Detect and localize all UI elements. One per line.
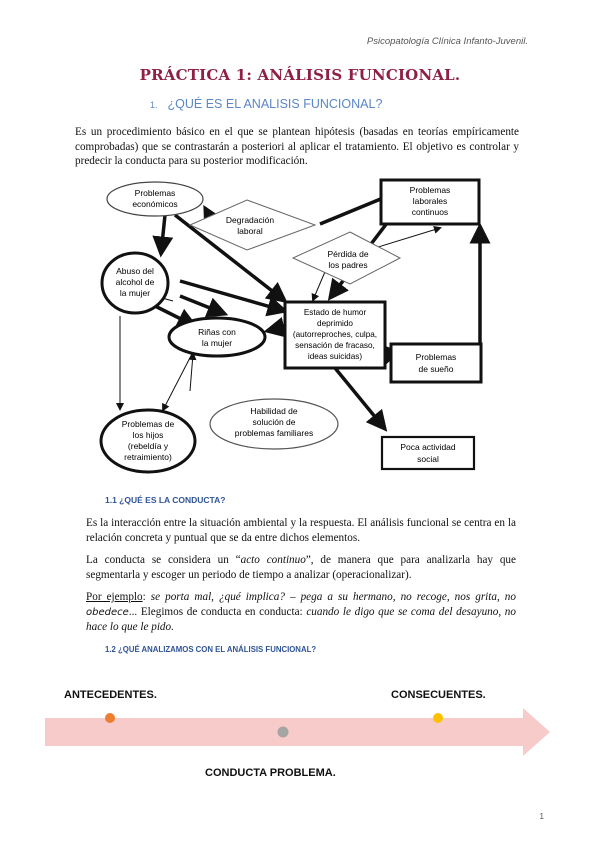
node-problemas-hijos <box>101 410 195 472</box>
section-1-1-paragraph-2: La conducta se considera un “acto continuo”, de manera que para analizarla hay que segmentarla y escoger un periodo de tiempo a analizar (operacionalizar). <box>86 554 516 581</box>
svg-text:laboral: laboral <box>237 226 263 236</box>
node-problemas-economicos <box>107 182 203 216</box>
arrow-estado-actividad <box>335 368 385 429</box>
arrow-economicos-alcohol <box>161 215 165 254</box>
svg-text:Pérdida de: Pérdida de <box>327 249 369 259</box>
svg-text:alcohol de: alcohol de <box>115 277 155 287</box>
svg-text:laborales: laborales <box>412 196 448 206</box>
node-perdida-padres <box>293 232 400 284</box>
svg-text:Problemas de: Problemas de <box>121 419 175 429</box>
svg-text:continuos: continuos <box>411 207 449 217</box>
section-number: 1. <box>150 100 158 110</box>
section-1-paragraph: Es un procedimiento básico en el que se plantean hipótesis (basadas en teorías empíricamente comprobadas) que se contrastarán a posteriori al aplicar el tratamiento. El objetivo es controlar y predecir la conducta para su posterior modificación. <box>75 126 519 167</box>
svg-text:(autorreproches, culpa,: (autorreproches, culpa, <box>292 330 378 339</box>
svg-text:ideas suicidas): ideas suicidas) <box>307 352 363 361</box>
section-1-heading <box>150 97 382 111</box>
svg-text:Riñas con: Riñas con <box>198 327 236 337</box>
node-habilidad <box>210 399 338 449</box>
svg-text:Estado de humor: Estado de humor <box>303 308 367 317</box>
svg-text:problemas familiares: problemas familiares <box>234 428 314 438</box>
svg-text:(rebeldía y: (rebeldía y <box>127 441 169 451</box>
antecedentes-label: ANTECEDENTES. <box>64 689 157 701</box>
svg-text:Problemas: Problemas <box>415 352 457 362</box>
svg-text:Problemas: Problemas <box>134 188 176 198</box>
svg-text:los padres: los padres <box>328 260 368 270</box>
svg-text:solución de: solución de <box>252 417 296 427</box>
consecuentes-label: CONSECUENTES. <box>391 689 486 701</box>
node-problemas-sueno <box>391 344 481 382</box>
svg-text:la mujer: la mujer <box>119 288 151 298</box>
svg-text:Poca actividad: Poca actividad <box>400 442 456 452</box>
svg-text:deprimido: deprimido <box>317 319 353 328</box>
section-1-1-paragraph-3: Por ejemplo: se porta mal, ¿qué implica? – pega a su hermano, no recoge, nos grita, no obedece... Elegimos de conducta en conducta: cuando le digo que se coma del desayuno, no hace lo que le pido. <box>86 591 516 633</box>
conducta-dot <box>278 727 289 738</box>
page-header: Psicopatología Clínica Infanto-Juvenil. <box>366 36 528 47</box>
consecuentes-dot <box>433 713 443 723</box>
node-poca-actividad <box>382 437 474 469</box>
arrow-alcohol-rinas-2 <box>180 296 225 314</box>
page-number: 1 <box>539 812 544 821</box>
antecedentes-dot <box>105 713 115 723</box>
section-1-2-heading: 1.2 ¿QUÉ ANALIZAMOS CON EL ANÁLISIS FUNCIONAL? <box>105 645 317 654</box>
functional-analysis-diagram <box>95 176 495 476</box>
svg-text:los hijos: los hijos <box>132 430 164 440</box>
svg-text:retraimiento): retraimiento) <box>124 452 172 462</box>
svg-text:económicos: económicos <box>132 199 178 209</box>
arrow-rinas-hijos <box>163 348 195 410</box>
svg-text:de sueño: de sueño <box>418 364 454 374</box>
node-estado-humor <box>285 302 385 368</box>
conducta-problema-label: CONDUCTA PROBLEMA. <box>205 767 336 779</box>
arrow-alcohol-estado <box>180 281 285 311</box>
svg-text:Problemas: Problemas <box>409 185 451 195</box>
svg-text:Degradación: Degradación <box>225 215 275 225</box>
svg-text:social: social <box>417 454 439 464</box>
section-1-1-paragraph-1: Es la interacción entre la situación ambiental y la respuesta. El análisis funcional se centra en la relación concreta y puntual que se da entre dichos elementos. <box>86 517 516 544</box>
example-label: Por ejemplo <box>86 591 143 603</box>
svg-text:sensación de fracaso,: sensación de fracaso, <box>295 341 375 350</box>
section-1-1-heading: 1.1 ¿QUÉ ES LA CONDUCTA? <box>105 495 226 505</box>
node-rinas-mujer <box>169 318 265 356</box>
page-title: PRÁCTICA 1: ANÁLISIS FUNCIONAL. <box>139 66 461 84</box>
svg-text:Abuso del: Abuso del <box>116 266 154 276</box>
section-title: ¿QUÉ ES EL ANALISIS FUNCIONAL? <box>167 97 383 111</box>
svg-text:la mujer: la mujer <box>201 338 233 348</box>
arrow-hijos-rinas <box>190 354 193 391</box>
svg-text:Habilidad de: Habilidad de <box>250 406 298 416</box>
arrow-perdida-laborales <box>375 228 440 248</box>
node-problemas-laborales <box>381 180 479 224</box>
timeline-arrow <box>45 708 550 756</box>
node-abuso-alcohol <box>102 253 168 313</box>
